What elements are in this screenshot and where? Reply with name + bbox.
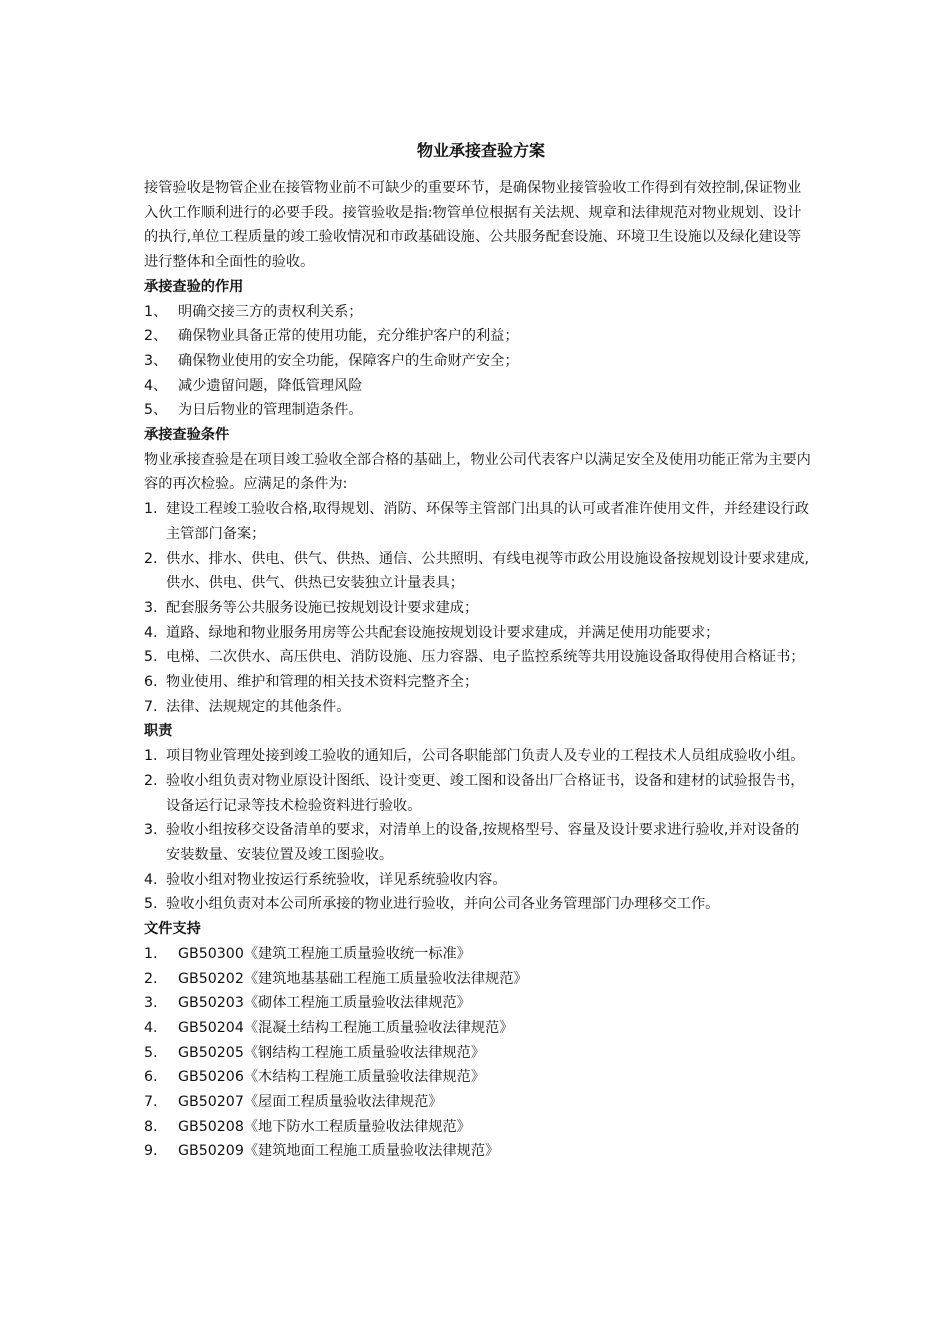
- list-number: 2.: [144, 550, 158, 567]
- list-text: 道路、绿地和物业服务用房等公共配套设施按规划设计要求建成，并满足使用功能要求；: [166, 624, 720, 641]
- list-text: 建设工程竣工验收合格,取得规划、消防、环保等主管部门出具的认可或者准许使用文件，并经建设行政主管部门备案；: [166, 501, 809, 542]
- list-item: [144, 818, 812, 867]
- list-text: GB50207《屋面工程质量验收法律规范》: [178, 1094, 443, 1111]
- list-item: [144, 374, 812, 399]
- list-number: 1.: [144, 748, 158, 765]
- role-list: [144, 300, 812, 424]
- list-text: 确保物业使用的安全功能，保障客户的生命财产安全；: [178, 352, 519, 369]
- list-number: 4、: [144, 377, 168, 394]
- list-number: 9.: [144, 1143, 158, 1160]
- list-item: [144, 547, 812, 596]
- list-item: [144, 621, 812, 646]
- list-text: 法律、法规规定的其他条件。: [166, 698, 351, 715]
- list-number: 7.: [144, 1094, 158, 1111]
- list-text: 验收小组负责对本公司所承接的物业进行验收，并向公司各业务管理部门办理移交工作。: [166, 896, 720, 913]
- list-text: GB50209《建筑地面工程施工质量验收法律规范》: [178, 1143, 500, 1160]
- list-number: 1、: [144, 303, 168, 320]
- list-item: [144, 991, 812, 1016]
- list-text: 配套服务等公共服务设施已按规划设计要求建成；: [166, 599, 479, 616]
- documents-list: [144, 942, 812, 1164]
- list-item: [144, 892, 812, 917]
- list-text: GB50300《建筑工程施工质量验收统一标准》: [178, 945, 471, 962]
- list-text: GB50208《地下防水工程质量验收法律规范》: [178, 1118, 471, 1135]
- list-number: 2.: [144, 772, 158, 789]
- list-item: [144, 645, 812, 670]
- duties-list: [144, 744, 812, 917]
- section-heading-duties: 职责: [144, 723, 173, 740]
- list-item: [144, 769, 812, 818]
- list-item: [144, 1090, 812, 1115]
- list-item: [144, 942, 812, 967]
- list-item: [144, 744, 812, 769]
- list-text: 明确交接三方的责权利关系；: [178, 303, 363, 320]
- list-number: 3、: [144, 352, 168, 369]
- list-text: 验收小组负责对物业原设计图纸、设计变更、竣工图和设备出厂合格证书，设备和建材的试验报告书，设备运行记录等技术检验资料进行验收。: [166, 772, 805, 814]
- list-item: [144, 300, 812, 325]
- list-text: 减少遗留问题，降低管理风险: [178, 377, 363, 394]
- list-text: GB50205《钢结构工程施工质量验收法律规范》: [178, 1044, 486, 1061]
- list-text: 验收小组按移交设备清单的要求，对清单上的设备,按规格型号、容量及设计要求进行验收,并对设备的安装数量、安装位置及竣工图验收。: [166, 822, 800, 863]
- list-item: [144, 324, 812, 349]
- conditions-intro: 物业承接查验是在项目竣工验收全部合格的基础上，物业公司代表客户以满足安全及使用功能正常为主要内容的再次检验。应满足的条件为:: [144, 451, 811, 493]
- list-item: [144, 1065, 812, 1090]
- list-item: [144, 1041, 812, 1066]
- list-item: [144, 1139, 812, 1164]
- intro-paragraph: 接管验收是物管企业在接管物业前不可缺少的重要环节，是确保物业接管验收工作得到有效控制,保证物业入伙工作顺利进行的必要手段。接管验收是指:物管单位根据有关法规、规章和法律规范对物业规划、设计的执行,单位工程质量的竣工验收情况和市政基础设施、公共服务配套设施、环境卫生设施以及绿化建设等进行整体和全面性的验收。: [144, 180, 802, 271]
- list-item: [144, 868, 812, 893]
- list-item: [144, 497, 812, 546]
- list-number: 4.: [144, 871, 158, 888]
- section-heading-role: 承接查验的作用: [144, 278, 244, 295]
- list-text: 供水、排水、供电、供气、供热、通信、公共照明、有线电视等市政公用设施设备按规划设计要求建成,供水、供电、供气、供热已安装独立计量表具；: [166, 550, 809, 592]
- list-text: GB50206《木结构工程施工质量验收法律规范》: [178, 1069, 486, 1086]
- list-number: 7.: [144, 698, 158, 715]
- list-item: [144, 1016, 812, 1041]
- list-number: 5.: [144, 1044, 158, 1061]
- list-item: [144, 1115, 812, 1140]
- list-number: 5、: [144, 402, 168, 419]
- list-number: 2、: [144, 328, 168, 345]
- list-text: 验收小组对物业按运行系统验收，详见系统验收内容。: [166, 871, 507, 888]
- list-number: 6.: [144, 674, 158, 691]
- document-body: [144, 138, 812, 1164]
- list-number: 2.: [144, 970, 158, 987]
- list-text: 电梯、二次供水、高压供电、消防设施、压力容器、电子监控系统等共用设施设备取得使用合格证书；: [166, 649, 805, 666]
- list-item: [144, 398, 812, 423]
- list-number: 5.: [144, 649, 158, 666]
- list-number: 1.: [144, 501, 158, 518]
- list-text: GB50202《建筑地基基础工程施工质量验收法律规范》: [178, 970, 528, 987]
- list-text: 物业使用、维护和管理的相关技术资料完整齐全；: [166, 674, 479, 691]
- list-number: 3.: [144, 599, 158, 616]
- list-text: GB50204《混凝土结构工程施工质量验收法律规范》: [178, 1019, 514, 1036]
- section-heading-documents: 文件支持: [144, 921, 201, 938]
- list-text: 确保物业具备正常的使用功能，充分维护客户的利益；: [178, 328, 519, 345]
- list-number: 8.: [144, 1118, 158, 1135]
- list-text: 为日后物业的管理制造条件。: [178, 402, 363, 419]
- list-item: [144, 670, 812, 695]
- conditions-list: [144, 497, 812, 719]
- list-text: 项目物业管理处接到竣工验收的通知后，公司各职能部门负责人及专业的工程技术人员组成验收小组。: [166, 748, 805, 765]
- document-title: 物业承接查验方案: [416, 141, 545, 160]
- list-number: 4.: [144, 624, 158, 641]
- list-item: [144, 596, 812, 621]
- list-number: 3.: [144, 822, 158, 839]
- list-item: [144, 695, 812, 720]
- list-number: 3.: [144, 995, 158, 1012]
- list-number: 5.: [144, 896, 158, 913]
- list-item: [144, 967, 812, 992]
- list-number: 1.: [144, 945, 158, 962]
- list-item: [144, 349, 812, 374]
- list-number: 4.: [144, 1019, 158, 1036]
- list-number: 6.: [144, 1069, 158, 1086]
- list-text: GB50203《砌体工程施工质量验收法律规范》: [178, 995, 471, 1012]
- section-heading-conditions: 承接查验条件: [144, 427, 230, 444]
